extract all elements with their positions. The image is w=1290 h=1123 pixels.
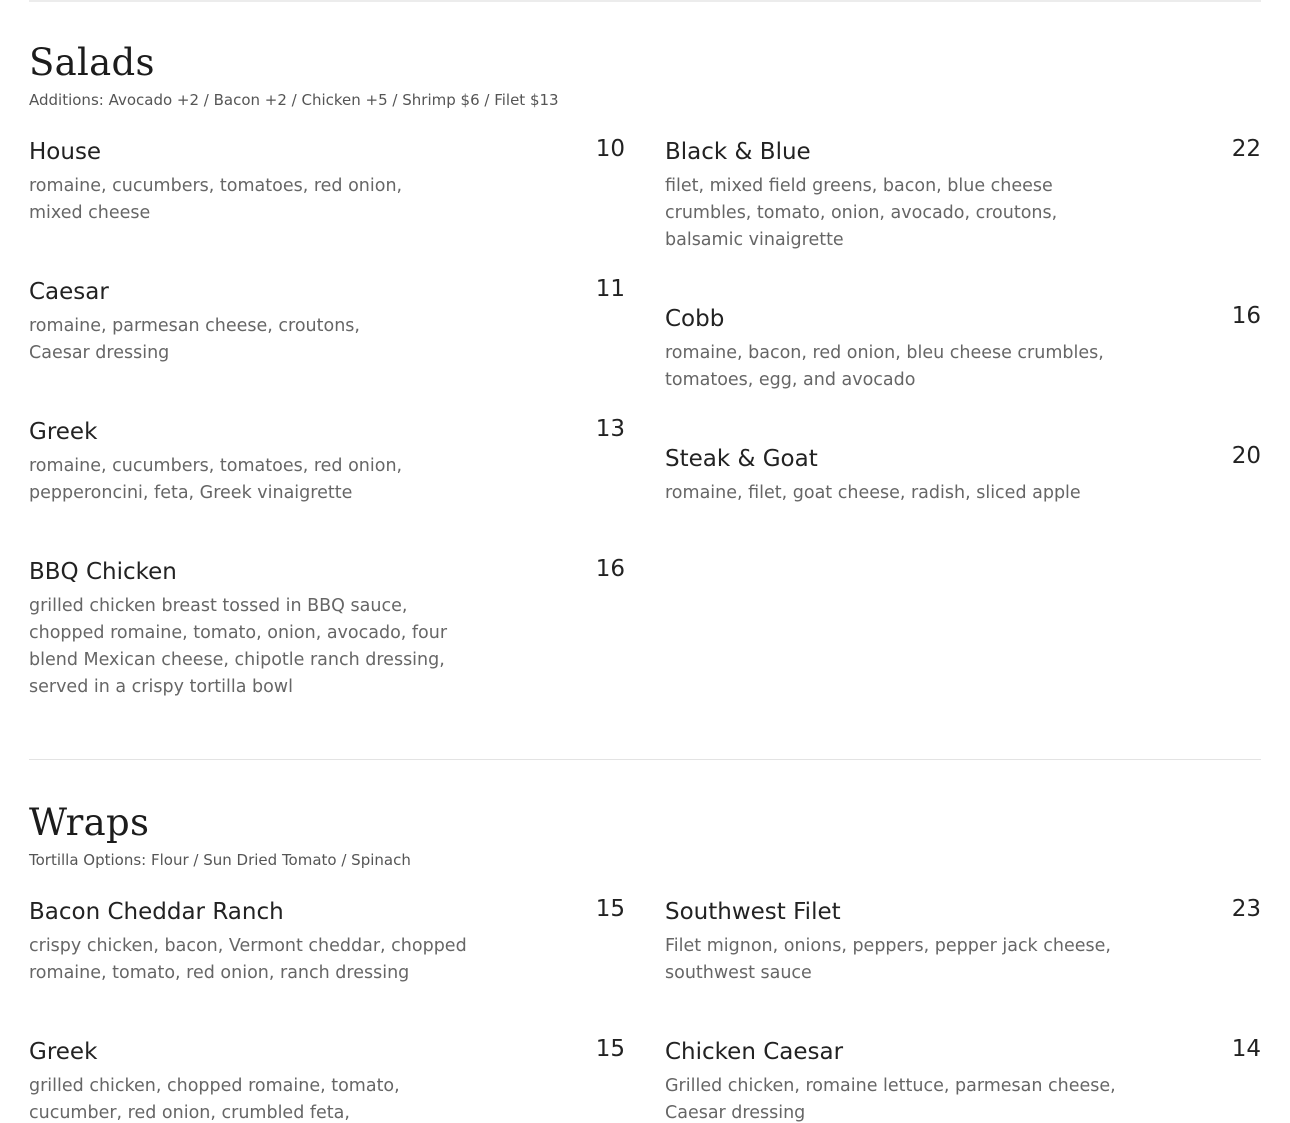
item-description: Grilled chicken, romaine lettuce, parmesan cheese, Caesar dressing — [665, 1076, 1116, 1123]
item-name: BBQ Chicken — [29, 559, 177, 585]
wraps-tortilla-note: Tortilla Options: Flour / Sun Dried Tomato / Spinach — [29, 851, 411, 869]
section-divider — [29, 759, 1261, 760]
item-price: 20 — [1231, 443, 1261, 469]
wraps-title: Wraps — [29, 801, 150, 844]
item-price: 15 — [595, 896, 625, 922]
top-divider — [29, 0, 1261, 2]
item-name: Steak & Goat — [665, 446, 818, 472]
item-price: 22 — [1231, 136, 1261, 162]
item-price: 13 — [595, 416, 625, 442]
item-description: grilled chicken breast tossed in BBQ sauce, chopped romaine, tomato, onion, avocado, four blend Mexican cheese, chipotle ranch dressing, served in a crispy tortilla bowl — [29, 596, 448, 697]
item-description: crispy chicken, bacon, Vermont cheddar, chopped romaine, tomato, red onion, ranch dressing — [29, 936, 467, 983]
item-price: 15 — [595, 1036, 625, 1062]
item-description: grilled chicken, chopped romaine, tomato, cucumber, red onion, crumbled feta, — [29, 1076, 400, 1123]
item-name: Caesar — [29, 279, 109, 305]
item-price: 10 — [595, 136, 625, 162]
item-name: Chicken Caesar — [665, 1039, 844, 1065]
item-description: romaine, cucumbers, tomatoes, red onion, mixed cheese — [29, 176, 403, 223]
item-name: Southwest Filet — [665, 899, 841, 925]
item-price: 14 — [1231, 1036, 1261, 1062]
item-description: romaine, filet, goat cheese, radish, sliced apple — [665, 483, 1081, 503]
item-name: Bacon Cheddar Ranch — [29, 899, 284, 925]
wraps-section — [29, 801, 1261, 869]
item-name: Black & Blue — [665, 139, 811, 165]
item-name: House — [29, 139, 102, 165]
item-description: romaine, cucumbers, tomatoes, red onion, pepperoncini, feta, Greek vinaigrette — [29, 456, 403, 503]
item-description: Filet mignon, onions, peppers, pepper jack cheese, southwest sauce — [665, 936, 1111, 983]
salads-additions-note: Additions: Avocado +2 / Bacon +2 / Chicken +5 / Shrimp $6 / Filet $13 — [29, 91, 559, 109]
item-price: 11 — [595, 276, 625, 302]
item-description: filet, mixed field greens, bacon, blue cheese crumbles, tomato, onion, avocado, croutons, balsamic vinaigrette — [665, 176, 1058, 250]
item-name: Cobb — [665, 306, 725, 332]
item-price: 23 — [1231, 896, 1261, 922]
item-name: Greek — [29, 419, 98, 445]
salads-title: Salads — [29, 41, 155, 84]
item-name: Greek — [29, 1039, 98, 1065]
item-price: 16 — [595, 556, 625, 582]
salads-section — [29, 41, 1261, 109]
item-description: romaine, bacon, red onion, bleu cheese crumbles, tomatoes, egg, and avocado — [665, 343, 1104, 390]
item-price: 16 — [1231, 303, 1261, 329]
item-description: romaine, parmesan cheese, croutons, Caesar dressing — [29, 316, 360, 363]
